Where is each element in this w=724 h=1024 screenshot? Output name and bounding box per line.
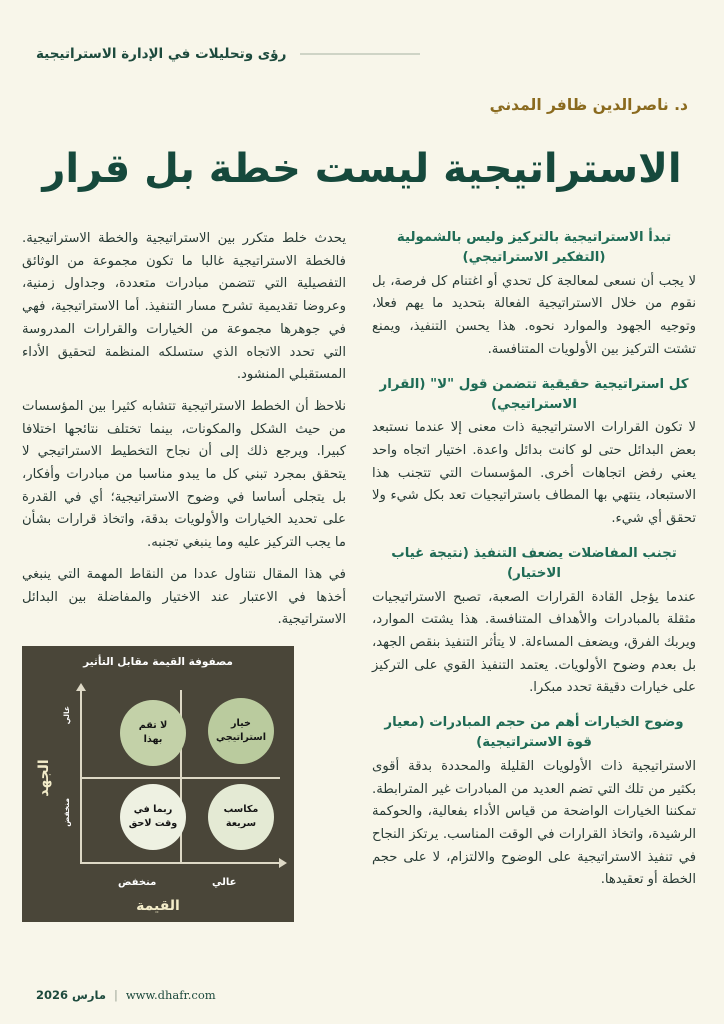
matrix-horizontal-divider [80,777,280,779]
section-heading-2: كل استراتيجية حقيقية تتضمن قول "لا" (القرار الاستراتيجي) [379,376,689,412]
matrix-quadrant-top-left [120,700,186,766]
quadrant-tl-line2: بهذا [143,733,163,745]
footer-website-link[interactable]: www.dhafr.com [125,988,216,1002]
matrix-y-axis-title: الجهد [36,759,52,798]
section-body-3: عندما يؤجل القادة القرارات الصعبة، تصبح الاستراتيجيات مثقلة بالمبادرات والأهداف المتنافسة. هذا يشتت الموارد، ويربك الفرق، ويضعف المساءلة. لا يتأثر التنفيذ بنقص الجهد، بل بعدم وضوح الأولويات. يعتمد التنفيذ القوي على التركيز على خيارات دقيقة تحدد مبكرا. [372,589,696,696]
matrix-y-tick-high: عالي [62,705,71,725]
section-heading-4: وضوح الخيارات أهم من حجم المبادرات (معيار قوة الاستراتيجية) [384,715,684,751]
masthead [36,46,688,62]
page-footer [36,988,216,1002]
footer-separator: | [113,988,118,1002]
article-columns [22,228,696,922]
quadrant-bl-line2: وقت لاحق [128,817,178,829]
section-body-2: لا تكون القرارات الاستراتيجية ذات معنى إلا عندما نستبعد بعض البدائل حتى لو كانت بدائل واعدة. اختيار اتجاه واحد يعني رفض اتجاهات أخرى. المؤسسات التي تتجنب هذا الاستبعاد، ينتهي بها المطاف باستراتيجيات تعد بكل شيء ولا تحقق أي شيء. [372,420,696,527]
secondary-column [372,228,696,894]
matrix-x-axis-title: القيمة [136,897,180,914]
matrix-title: مصفوفة القيمة مقابل التأثير [83,655,233,668]
footer-date: مارس 2026 [36,988,106,1002]
matrix-quadrant-top-right [208,698,274,764]
section-heading-3: تجنب المفاضلات يضعف التنفيذ (نتيجة غياب الاختيار) [391,545,677,582]
matrix-y-tick-low: منخفض [62,797,71,827]
quadrant-br-line1: مكاسب [223,803,259,815]
intro-paragraph-1: يحدث خلط متكرر بين الاستراتيجية والخطة الاستراتيجية. فالخطة الاستراتيجية غالبا ما تكون مجموعة من الوثائق التفصيلية التي تتضمن مبادرات متعددة، وجداول زمنية، وعروضا تقديمية تشرح مسار التنفيذ. أما الاستراتيجية، فهي في جوهرها مجموعة من الخيارات والقرارات المدروسة التي تحدد الاتجاه الذي ستسلكه المنظمة لتحقيق الأداء المستقبلي المنشود. [22,231,346,383]
intro-paragraph-2: نلاحظ أن الخطط الاستراتيجية تتشابه كثيرا بين المؤسسات من حيث الشكل والمكونات، بينما تختلف نتائجها اختلافا كبيرا. ويرجع ذلك إلى أن نجاح التخطيط الاستراتيجي لا يتحقق بمجرد تبني كل ما يبدو مناسبا من مبادرات وأفكار، بل يتجلى أساسا في وضوح الاستراتيجية؛ أي في القدرة على تحديد الخيارات والأولويات بدقة، واتخاذ قرارات بشأن ما يجب التركيز عليه وما ينبغي تجنبه. [22,398,346,551]
matrix-x-tick-high: عالي [212,876,237,888]
author-byline: د. ناصرالدين ظافر المدني [489,96,688,114]
section-body-1: لا يجب أن نسعى لمعالجة كل تحدي أو اغتنام كل فرصة، بل نقوم من خلال الاستراتيجية الفعالة بتحديد ما يهم فعلا، وتوجيه الجهود والموارد نحوه. هذا يحسن التنفيذ، ويمنع تشتت التركيز بين الأولويات المتنافسة. [372,273,696,357]
quadrant-bl-line1: ربما في [133,803,173,815]
quadrant-tr-line2: استراتيجي [215,731,267,743]
quadrant-br-line2: سريعة [225,817,257,829]
value-vs-impact-matrix [22,646,294,922]
intro-paragraph-3: في هذا المقال نتناول عددا من النقاط المهمة التي ينبغي أخذها في الاعتبار عند الاختيار والمفاضلة بين البدائل الاستراتيجية. [22,566,346,628]
quadrant-tl-line1: لا تقم [138,719,168,731]
primary-column [22,228,346,922]
matrix-quadrant-bottom-left [120,784,186,850]
masthead-divider [300,53,420,55]
section-heading-1: تبدأ الاستراتيجية بالتركيز وليس بالشمولية (التفكير الاستراتيجي) [396,230,672,266]
page-title: الاستراتيجية ليست خطة بل قرار [42,146,682,192]
matrix-plot-area [80,690,280,864]
quadrant-tr-line1: خيار [231,717,251,729]
matrix-x-tick-low: منخفض [118,876,157,888]
matrix-quadrant-bottom-right [208,784,274,850]
masthead-kicker: رؤى وتحليلات في الإدارة الاستراتيجية [36,46,287,62]
section-body-4: الاستراتيجية ذات الأولويات القليلة والمحددة بدقة أقوى بكثير من تلك التي تضم العديد من المبادرات غير المترابطة. تمكننا الخيارات الواضحة من قياس الأداء بفعالية، والحوكمة الرشيدة، واتخاذ القرارات في الوقت المناسب. يرتكز النجاح في تنفيذ الاستراتيجية على الوضوح والالتزام، لا على حجم الخطة أو تعقيدها. [372,758,696,888]
